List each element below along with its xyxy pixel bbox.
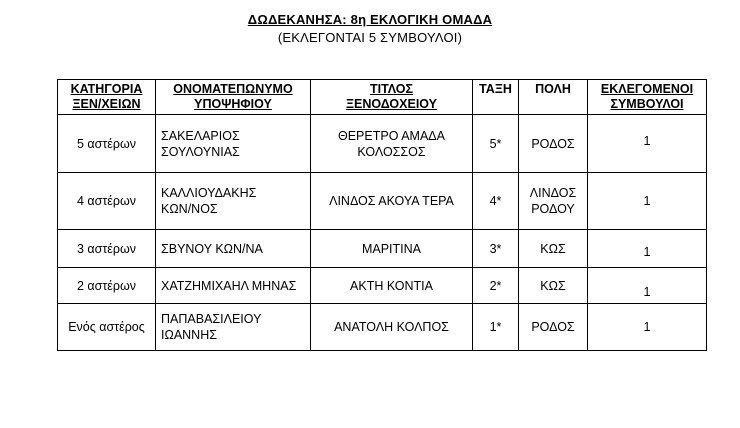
cell-stars: 3* [473,230,519,268]
cell-elected: 1 [588,304,707,351]
document-title: ΔΩΔΕΚΑΝΗΣΑ: 8η ΕΚΛΟΓΙΚΗ ΟΜΑΔΑ [247,12,493,27]
cell-city: ΡΟΔΟΣ [519,304,588,351]
cell-category: 3 αστέρων [58,230,156,268]
cell-stars: 4* [473,173,519,230]
cell-name: ΠΑΠΑΒΑΣΙΛΕΙΟΥ ΙΩΑΝΝΗΣ [156,304,311,351]
cell-stars: 1* [473,304,519,351]
cell-category: Ενός αστέρος [58,304,156,351]
header-hotel: ΤΙΤΛΟΣ ΞΕΝΟΔΟΧΕΙΟΥ [311,80,473,115]
table-header-row [58,80,707,115]
candidates-table [57,79,707,351]
header-category: ΚΑΤΗΓΟΡΙΑ ΞΕΝ/ΧΕΙΩΝ [58,80,156,115]
cell-elected: 1 [588,230,707,268]
cell-name: ΧΑΤΖΗΜΙΧΑΗΛ ΜΗΝΑΣ [156,268,311,304]
cell-name: ΣΑΚΕΛΑΡΙΟΣ ΣΟΥΛΟΥΝΙΑΣ [156,115,311,173]
cell-category: 5 αστέρων [58,115,156,173]
cell-city: ΡΟΔΟΣ [519,115,588,173]
cell-stars: 2* [473,268,519,304]
cell-name: ΣΒΥΝΟΥ ΚΩΝ/ΝΑ [156,230,311,268]
table-row [58,173,707,230]
cell-hotel: ΛΙΝΔΟΣ ΑΚΟΥΑ ΤΕΡΑ [311,173,473,230]
table-row [58,115,707,173]
header-elected: ΕΚΛΕΓΟΜΕΝΟΙ ΣΥΜΒΟΥΛΟΙ [588,80,707,115]
cell-elected: 1 [588,173,707,230]
cell-hotel: ΜΑΡΙΤΙΝΑ [311,230,473,268]
table-row [58,304,707,351]
table-row [58,230,707,268]
cell-city: ΚΩΣ [519,230,588,268]
header-name: ΟΝΟΜΑΤΕΠΩΝΥΜΟ ΥΠΟΨΗΦΙΟΥ [156,80,311,115]
header-stars: ΤΑΞΗ [473,80,519,115]
cell-hotel: ΘΕΡΕΤΡΟ ΑΜΑΔΑ ΚΟΛΟΣΣΟΣ [311,115,473,173]
cell-elected: 1 [588,268,707,304]
cell-city: ΚΩΣ [519,268,588,304]
document-subtitle: (ΕΚΛΕΓΟΝΤΑΙ 5 ΣΥΜΒΟΥΛΟΙ) [277,30,463,45]
cell-hotel: ΑΝΑΤΟΛΗ ΚΟΛΠΟΣ [311,304,473,351]
cell-city: ΛΙΝΔΟΣ ΡΟΔΟΥ [519,173,588,230]
cell-stars: 5* [473,115,519,173]
header-city: ΠΟΛΗ [519,80,588,115]
cell-hotel: ΑΚΤΗ ΚΟΝΤΙΑ [311,268,473,304]
cell-name: ΚΑΛΛΙΟΥΔΑΚΗΣ ΚΩΝ/ΝΟΣ [156,173,311,230]
cell-elected: 1 [588,115,707,173]
table-row [58,268,707,304]
cell-category: 4 αστέρων [58,173,156,230]
cell-category: 2 αστέρων [58,268,156,304]
